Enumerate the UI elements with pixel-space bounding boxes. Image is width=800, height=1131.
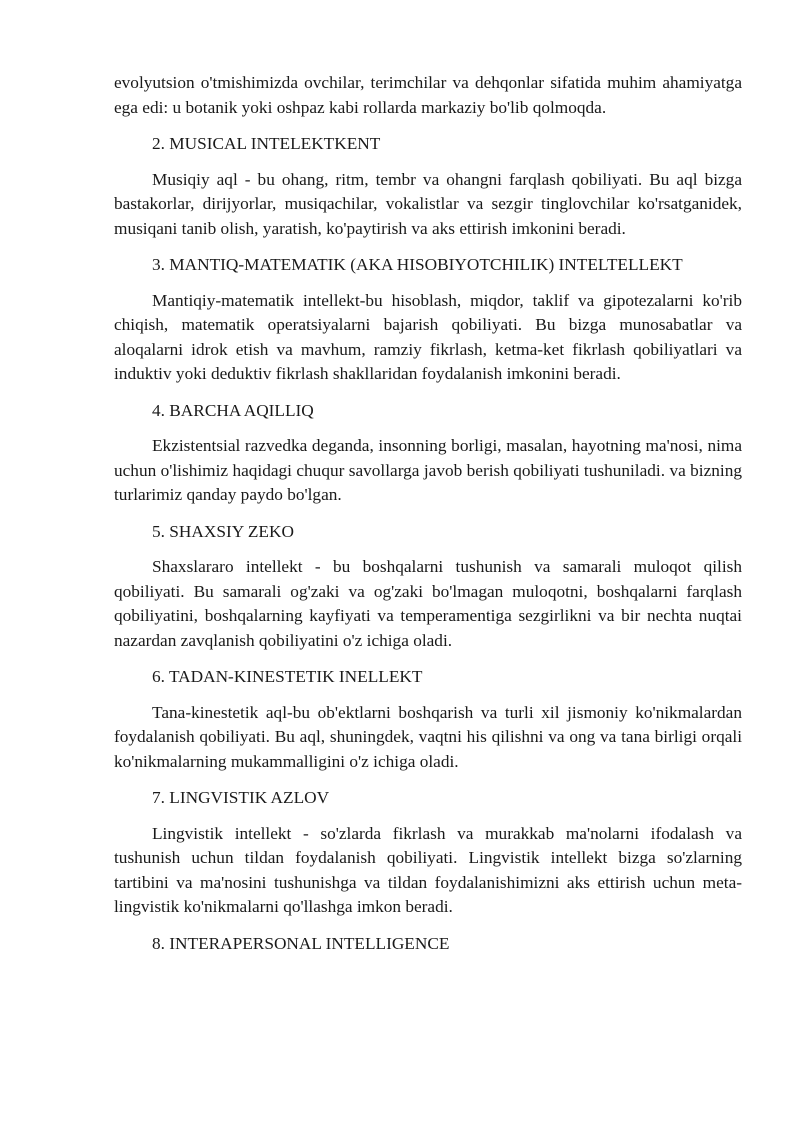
- section-heading-logical-mathematical: 3. MANTIQ-MATEMATIK (AKA HISOBIYOTCHILIK) INTELTELLEKT: [152, 255, 683, 274]
- paragraph-existential: Ekzistentsial razvedka deganda, insonning borligi, masalan, hayotning ma'nosi, nima uchun o'lishimiz haqidagi chuqur savollarga javob berish qobiliyati tushuniladi. va bizning turlarimiz qanday paydo bo'lgan.: [114, 436, 742, 504]
- paragraph-intro-continued: evolyutsion o'tmishimizda ovchilar, terimchilar va dehqonlar sifatida muhim ahamiyatga ega edi: u botanik yoki oshpaz kabi rollarda markaziy bo'lib qolmoqda.: [114, 73, 742, 117]
- section-heading-existential: 4. BARCHA AQILLIQ: [152, 400, 314, 420]
- paragraph-logical-mathematical: Mantiqiy-matematik intellekt-bu hisoblash, miqdor, taklif va gipotezalarni ko'rib chiqish, matematik operatsiyalarni bajarish qobiliyati. Bu bizga munosabatlar va aloqalarni idrok etish va mavhum, ramziy fikrlash, ketma-ket fikrlash qobiliyatlari va induktiv yoki deduktiv fikrlash shakllaridan foydalanish imkonini beradi.: [114, 290, 742, 383]
- paragraph-musical: Musiqiy aql - bu ohang, ritm, tembr va ohangni farqlash qobiliyati. Bu aql bizga bastakorlar, dirijyorlar, musiqachilar, vokalistlar va sezgir tinglovchilar ko'rsatganidek, musiqani tanib olish, yaratish, ko'paytirish va aks ettirish imkonini beradi.: [114, 169, 742, 238]
- paragraph-bodily-kinesthetic: Tana-kinestetik aql-bu ob'ektlarni boshqarish va turli xil jismoniy ko'nikmalardan foydalanish qobiliyati. Bu aql, shuningdek, vaqtni his qilishni va ong va tana birligi orqali ko'nikmalarning mukammalligini o'z ichiga oladi.: [114, 702, 742, 771]
- paragraph-linguistic: Lingvistik intellekt - so'zlarda fikrlash va murakkab ma'nolarni ifodalash va tushunish uchun tildan foydalanish qobiliyati. Lingvistik intellekt bizga so'zlarning tartibini va ma'nosini tushunishga va tildan foydalanishimizni aks ettirish uchun meta-lingvistik ko'nikmalarni qo'llashga imkon beradi.: [114, 823, 742, 916]
- paragraph-interpersonal: Shaxslararo intellekt - bu boshqalarni tushunish va samarali muloqot qilish qobiliyati. Bu samarali og'zaki va og'zaki bo'lmagan muloqotni, boshqalarni farqlash qobiliyatini, boshqalarning kayfiyati va temperamentiga sezgirlikni va bir nechta nuqtai nazardan zavqlanish qobiliyatini o'z ichiga oladi.: [114, 557, 742, 650]
- section-heading-interpersonal: 5. SHAXSIY ZEKO: [152, 521, 294, 541]
- section-heading-intrapersonal: 8. INTERAPERSONAL INTELLIGENCE: [152, 933, 450, 953]
- section-heading-musical: 2. MUSICAL INTELEKTKENT: [152, 134, 381, 153]
- section-heading-linguistic: 7. LINGVISTIK AZLOV: [152, 788, 330, 807]
- document-page: [114, 71, 742, 967]
- section-heading-bodily-kinesthetic: 6. TADAN-KINESTETIK INELLEKT: [152, 667, 423, 686]
